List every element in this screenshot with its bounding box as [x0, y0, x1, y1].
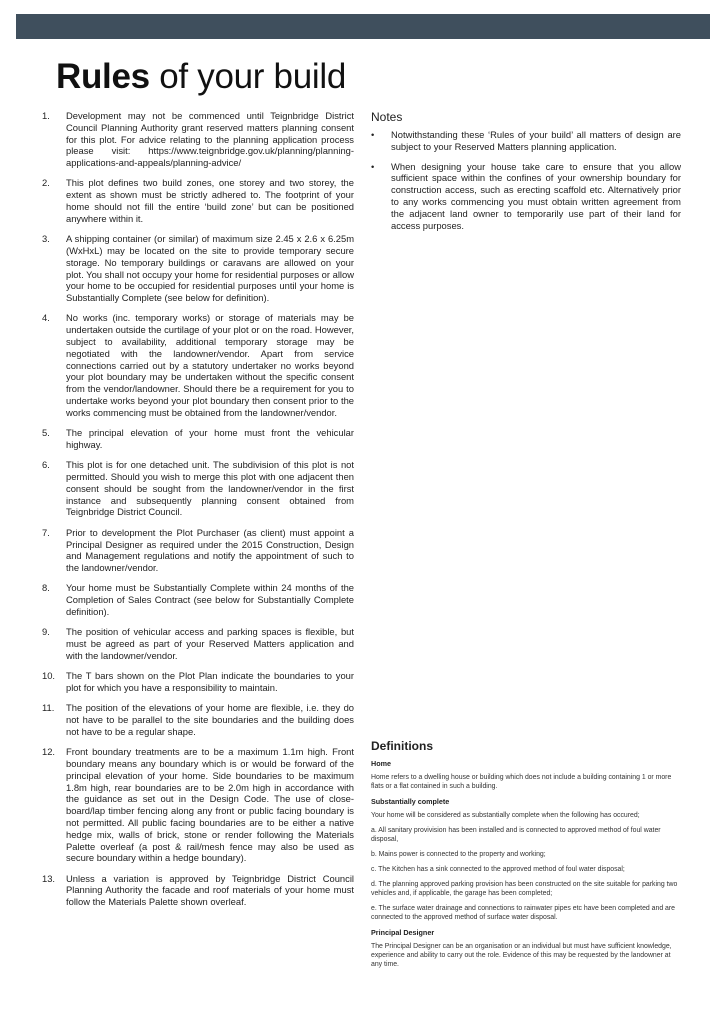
rule-number: 4. — [42, 312, 50, 324]
rule-item-9 — [28, 626, 354, 661]
rule-text: Front boundary treatments are to be a maximum 1.1m high. Front boundary means any boundary which is or would be forward of the principal elevation of your home. Side boundaries to be maximum 1.8m high, rear boundaries are to be 2.0m high in accordance with the guidance as set out in the Design Code. The use of close-board/lap timber fencing along any front or public facing boundary is not permitted. All public facing boundaries are to be either a native hedge mix, walls of brick, stone or render following the Materials Palette overleaf (a post & rail/mesh fence may also be used as secure boundary within a hedge boundary). — [66, 746, 354, 864]
page-title-bold: Rules — [56, 57, 150, 96]
rule-number: 7. — [42, 526, 50, 538]
rule-text: Unless a variation is approved by Teignbridge District Council Planning Authority the facade and roof materials of your home must follow the Materials Palette shown overleaf. — [66, 872, 354, 908]
note-item-2 — [371, 161, 681, 232]
rule-number: 11. — [42, 702, 55, 714]
rule-text: Your home must be Substantially Complete within 24 months of the Completion of Sales Contract (see below for Substantially Complete definition). — [66, 582, 354, 617]
header-bar — [16, 14, 710, 39]
note-item-1 — [371, 129, 681, 153]
rule-number: 6. — [42, 459, 50, 471]
rule-number: 3. — [42, 233, 50, 245]
rule-text: The position of the elevations of your home are flexible, i.e. they do not have to be parallel to the site boundaries and the building does not have to be a regular shape. — [66, 702, 354, 737]
page-title — [56, 52, 346, 102]
bullet-icon: • — [371, 129, 375, 140]
definition-text-sc-d: d. The planning approved parking provision has been constructed on the site suitable for parking two vehicles and, if applicable, the garage has been completed; — [371, 881, 678, 897]
definition-text-principal-designer: The Principal Designer can be an organisation or an individual but must have sufficient knowledge, experience and ability to carry out the role. Evidence of this may be requested by the landowner at any time. — [371, 943, 672, 968]
rule-item-1 — [28, 110, 354, 169]
rule-text: A shipping container (or similar) of maximum size 2.45 x 2.6 x 6.25m (WxHxL) may be located on the site to provide temporary secure storage. No temporary buildings or caravans are allowed on your plot. You shall not occupy your home for residential purposes or allow your home to be occupied for residential purposes until your home is Substantially Complete (see below for definition). — [66, 233, 354, 304]
notes-title: Notes — [371, 110, 403, 124]
rule-item-13 — [28, 873, 354, 908]
rule-item-8 — [28, 582, 354, 617]
rule-text: Prior to development the Plot Purchaser (as client) must appoint a Principal Designer as required under the 2015 Construction, Design and Management regulations and notify the appointment of such to the landowner/vendor. — [66, 526, 354, 574]
definition-heading-home: Home — [371, 759, 391, 768]
notes-list — [371, 129, 681, 231]
rule-number: 5. — [42, 427, 50, 439]
note-text: Notwithstanding these ‘Rules of your build’ all matters of design are subject to your Reserved Matters planning application. — [391, 129, 681, 152]
rule-number: 9. — [42, 626, 50, 638]
rule-text: This plot defines two build zones, one storey and two storey, the extent as shown must be strictly adhered to. The footprint of your home should not fill the entire ‘build zone’ but can be positioned anywhere within it. — [66, 177, 354, 224]
rule-item-4 — [28, 312, 354, 418]
definition-heading-substantially-complete: Substantially complete — [371, 797, 450, 806]
definition-text-sc-a: a. All sanitary provivision has been installed and is connected to approved method of foul water disposal, — [371, 827, 661, 843]
rule-item-7 — [28, 527, 354, 574]
definition-heading-principal-designer: Principal Designer — [371, 928, 435, 937]
rule-text: Development may not be commenced until Teignbridge District Council Planning Authority grant reserved matters planning consent for this plot. For advice relating to the planning application process please visit: https://www.teignbridge.gov.uk/planning/planning-applications-and-appeals/planning-advice/ — [66, 110, 354, 169]
definition-text-sc-intro: Your home will be considered as substantially complete when the following has occured; — [371, 812, 640, 819]
rules-list — [28, 110, 354, 917]
rule-text: No works (inc. temporary works) or storage of materials may be undertaken outside the curtilage of your plot or on the road. However, subject to availability, additional temporary storage may be negotiated with the landowner/vendor. Apart from service connections carried out by a statutory undertaker no works beyond your plot boundary may be undertaken without the specific consent from the vendor/landowner. Should there be a requirement for you to undertake works beyond your plot boundary then consent prior to the works commencing must be obtained from the landowner/vendor. — [66, 312, 354, 418]
rule-item-3 — [28, 233, 354, 304]
definition-text-sc-c: c. The Kitchen has a sink connected to the approved method of foul water disposal; — [371, 866, 625, 873]
rule-item-11 — [28, 702, 354, 737]
notes-section — [371, 110, 681, 239]
definitions-title: Definitions — [371, 739, 433, 753]
rule-text: This plot is for one detached unit. The subdivision of this plot is not permitted. Should you wish to merge this plot with one adjacent then consent should be sought from the landowner/vendor in the first instance and subsequently planning consent obtained from Teignbridge District Council. — [66, 459, 354, 518]
rule-number: 10. — [42, 670, 56, 682]
definition-text-sc-e: e. The surface water drainage and connections to rainwater pipes etc have been completed and are connected to the approved method of surface water disposal. — [371, 905, 676, 921]
rule-number: 1. — [42, 110, 50, 121]
note-text: When designing your house take care to ensure that you allow sufficient space within the confines of your ownership boundary for construction access, such as erecting scaffold etc. Alternatively prior to any works commencing you must obtain written agreement from the adjacent land owner to temporarily use part of their land for access purposes. — [391, 160, 681, 231]
rule-item-5 — [28, 427, 354, 451]
rule-number: 8. — [42, 582, 50, 594]
rule-text: The T bars shown on the Plot Plan indicate the boundaries to your plot for which you have a responsibility to maintain. — [66, 670, 354, 693]
rule-item-6 — [28, 459, 354, 518]
rule-item-10 — [28, 670, 354, 694]
definition-text-sc-b: b. Mains power is connected to the property and working; — [371, 851, 546, 858]
definitions-section — [371, 739, 683, 975]
rule-number: 13. — [42, 872, 56, 884]
rule-item-12 — [28, 746, 354, 864]
rule-number: 2. — [42, 177, 50, 189]
rule-text: The position of vehicular access and parking spaces is flexible, but must be agreed as part of your Reserved Matters application and with the landowner/vendor. — [66, 626, 354, 661]
definition-text-home: Home refers to a dwelling house or building which does not include a building containing 1 or more flats or a flat contained in such a building. — [371, 774, 672, 790]
bullet-icon: • — [371, 160, 375, 172]
rule-number: 12. — [42, 746, 56, 758]
rule-text: The principal elevation of your home must front the vehicular highway. — [66, 427, 354, 450]
page-title-rest: of your build — [149, 57, 347, 96]
rule-item-2 — [28, 177, 354, 224]
